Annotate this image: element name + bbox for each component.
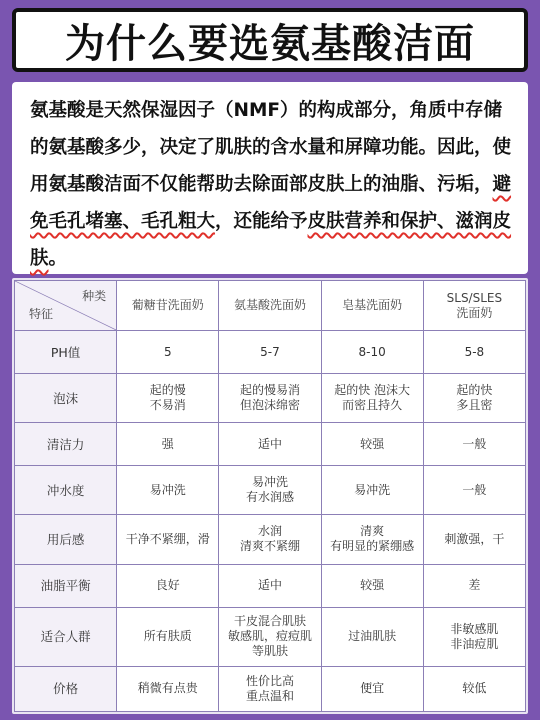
table-cell <box>423 515 525 564</box>
table-cell <box>117 331 219 374</box>
cell-line: 不易消 <box>149 398 186 413</box>
cell-line: 干皮混合肌肤 <box>233 614 306 629</box>
table-row <box>15 331 526 374</box>
table-row <box>15 515 526 564</box>
cell-line: 起的快 泡沫大 <box>334 383 411 398</box>
table-cell <box>423 423 525 466</box>
row-header: PH值 <box>15 331 117 374</box>
column-header-line: 洗面奶 <box>456 305 493 320</box>
cell-line: 水润 <box>257 524 282 539</box>
cell-line: 良好 <box>155 578 180 592</box>
table-cell <box>321 607 423 666</box>
column-header-line: 葡糖苷洗面奶 <box>131 298 204 312</box>
cell-line: 起的慢 <box>149 383 186 398</box>
cell-line: 5-8 <box>464 344 485 359</box>
table-cell <box>219 515 321 564</box>
table-cell <box>117 564 219 607</box>
table-cell <box>117 607 219 666</box>
cell-line: 易冲洗 <box>251 475 288 490</box>
row-header: 清洁力 <box>15 423 117 466</box>
column-header <box>219 281 321 331</box>
table-cell <box>423 374 525 423</box>
row-header: 适合人群 <box>15 607 117 666</box>
intro-text-2: ，还能给予 <box>215 211 308 232</box>
table-cell <box>321 466 423 515</box>
cell-line: 易冲洗 <box>354 482 391 497</box>
table-cell <box>321 564 423 607</box>
table-row <box>15 607 526 666</box>
table-cell <box>117 374 219 423</box>
cell-line: 而密且持久 <box>342 398 403 413</box>
table-cell <box>117 466 219 515</box>
column-header <box>117 281 219 331</box>
cell-line: 5 <box>163 344 172 359</box>
table-cell <box>219 466 321 515</box>
corner-label-type: 种类 <box>82 289 107 303</box>
table-cell <box>321 331 423 374</box>
table-cell <box>423 564 525 607</box>
column-header-line: SLS/SLES <box>446 290 503 305</box>
cell-line: 差 <box>468 578 481 592</box>
cell-line: 性价比高 <box>245 673 294 688</box>
cell-line: 稍微有点贵 <box>137 681 198 696</box>
table-cell <box>117 515 219 564</box>
cell-line: 便宜 <box>360 681 385 696</box>
intro-text-1: 氨基酸是天然保湿因子（NMF）的构成部分，角质中存储的氨基酸多少，决定了肌肤的含水量和屏障功能。因此，使用氨基酸洁面不仅能帮助去除面部皮肤上的油脂、污垢， <box>30 100 512 195</box>
row-header: 用后感 <box>15 515 117 564</box>
row-header: 油脂平衡 <box>15 564 117 607</box>
table-cell <box>219 423 321 466</box>
cell-line: 起的快 <box>456 383 493 398</box>
cell-line: 适中 <box>257 578 282 592</box>
table-cell <box>219 331 321 374</box>
cell-line: 非敏感肌 <box>450 621 499 636</box>
table-cell <box>321 666 423 711</box>
page-title: 为什么要选氨基酸洁面 <box>65 20 475 67</box>
table-cell <box>321 374 423 423</box>
table-cell <box>423 331 525 374</box>
cell-line: 较强 <box>360 578 385 592</box>
row-header: 价格 <box>15 666 117 711</box>
table-cell <box>219 607 321 666</box>
table-row <box>15 564 526 607</box>
corner-label-feature: 特征 <box>29 307 54 321</box>
table-cell <box>321 515 423 564</box>
cell-line: 一般 <box>462 436 487 451</box>
column-header <box>423 281 525 331</box>
title-banner <box>12 8 528 72</box>
cell-line: 一般 <box>462 482 487 497</box>
cell-line: 过油肌肤 <box>348 629 397 644</box>
cell-line: 所有肤质 <box>143 629 192 644</box>
cell-line: 但泡沫绵密 <box>239 398 300 413</box>
cell-line: 有明显的紧绷感 <box>330 539 415 554</box>
table-cell <box>423 607 525 666</box>
cell-line: 适中 <box>257 436 282 451</box>
table-cell <box>117 423 219 466</box>
table-cell <box>219 374 321 423</box>
cell-line: 有水润感 <box>245 490 294 505</box>
table-cell <box>117 666 219 711</box>
column-header-line: 氨基酸洗面奶 <box>233 298 306 312</box>
table-cell <box>219 564 321 607</box>
cell-line: 干净不紧绷，滑 <box>125 531 210 546</box>
cell-line: 易冲洗 <box>149 482 186 497</box>
cell-line: 多且密 <box>456 398 493 413</box>
column-header-line: 皂基洗面奶 <box>342 298 403 312</box>
table-row <box>15 374 526 423</box>
cell-line: 刺激强，干 <box>444 531 505 546</box>
comparison-table-card <box>12 278 528 714</box>
intro-paragraph <box>30 92 514 277</box>
table-row <box>15 466 526 515</box>
cell-line: 较低 <box>462 681 487 696</box>
table-cell <box>423 666 525 711</box>
cell-line: 5-7 <box>260 344 280 359</box>
cell-line: 强 <box>161 436 174 451</box>
cell-line: 等肌肤 <box>251 644 288 659</box>
table-row <box>15 423 526 466</box>
table-cell <box>219 666 321 711</box>
table-cell <box>423 466 525 515</box>
cell-line: 起的慢易消 <box>239 383 300 398</box>
cell-line: 重点温和 <box>245 688 294 703</box>
intro-text-3: 。 <box>48 248 68 269</box>
column-header <box>321 281 423 331</box>
cell-line: 清爽不紧绷 <box>239 539 300 554</box>
cell-line: 清爽 <box>360 524 385 539</box>
table-body <box>15 331 526 712</box>
intro-highlight-1: 避免毛孔堵塞、毛孔粗大 <box>30 174 512 232</box>
cell-line: 非油痘肌 <box>450 636 499 651</box>
row-header: 冲水度 <box>15 466 117 515</box>
comparison-table <box>14 280 526 712</box>
cell-line: 8-10 <box>358 344 386 359</box>
intro-highlight-2: 皮肤营养和保护、滋润皮肤 <box>30 211 512 269</box>
table-corner-cell <box>15 281 117 331</box>
intro-card <box>12 82 528 274</box>
row-header: 泡沫 <box>15 374 117 423</box>
cell-line: 较强 <box>360 436 385 451</box>
table-header-row <box>15 281 526 331</box>
cell-line: 敏感肌，痘痘肌 <box>227 629 312 644</box>
table-cell <box>321 423 423 466</box>
table-row <box>15 666 526 711</box>
